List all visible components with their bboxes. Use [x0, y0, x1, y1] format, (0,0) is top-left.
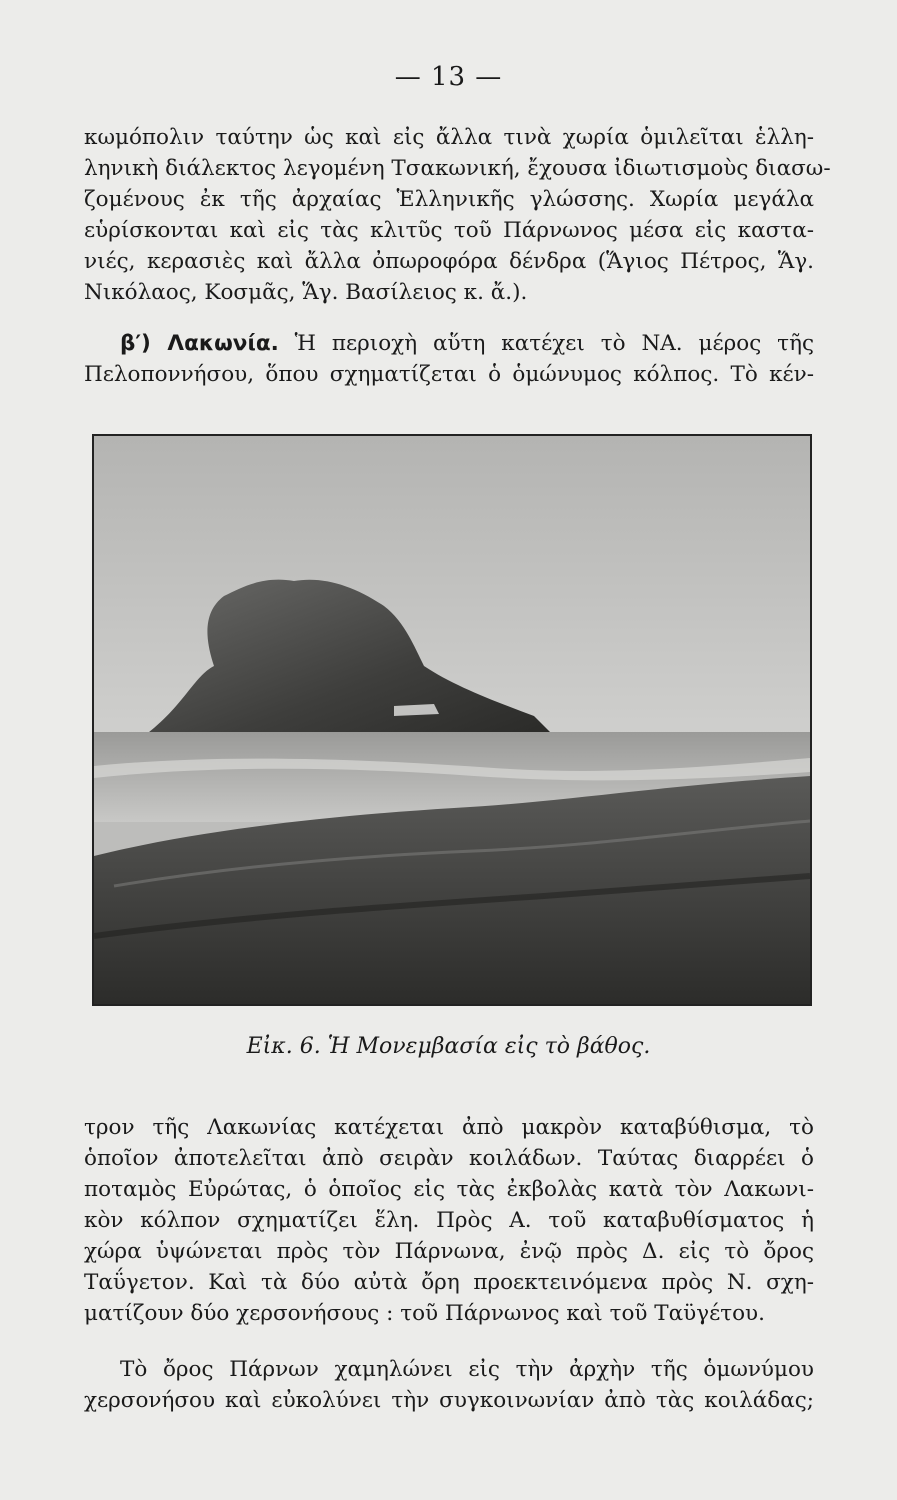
text-line: νιές, κερασιὲς καὶ ἄλλα ὀπωροφόρα δένδρα (Ἅγιος Πέτρος, Ἅγ.	[84, 249, 814, 274]
monemvasia-photo	[92, 434, 812, 1006]
text-line: κὸν κόλπον σχηματίζει ἕλη. Πρὸς Α. τοῦ καταβυθίσματος ἡ	[84, 1208, 814, 1233]
figure-caption: Εἰκ. 6. Ἡ Μονεμβασία εἰς τὸ βάθος.	[246, 1034, 651, 1059]
text-line: χερσονήσου καὶ εὐκολύνει τὴν συγκοινωνίαν ἀπὸ τὰς κοιλάδας;	[84, 1388, 814, 1413]
text-line: Ἡ περιοχὴ αὕτη κατέχει τὸ ΝΑ. μέρος τῆς	[294, 331, 814, 356]
bottom-paragraph	[84, 1112, 814, 1329]
landscape-illustration	[94, 436, 810, 1004]
text-line: ζομένους ἐκ τῆς ἀρχαίας Ἑλληνικῆς γλώσσης. Χωρία μεγάλα	[84, 187, 814, 212]
text-line: ληνικὴ διάλεκτος λεγομένη Τσακωνική, ἔχουσα ἰδιωτισμοὺς διασω-	[84, 156, 831, 181]
text-line: εὑρίσκονται καὶ εἰς τὰς κλιτῦς τοῦ Πάρνωνος μέσα εἰς καστα-	[84, 218, 814, 243]
section-laconia	[84, 328, 814, 390]
page-number: — 13 —	[394, 62, 503, 92]
text-line: ματίζουν δύο χερσονήσους : τοῦ Πάρνωνος καὶ τοῦ Ταϋγέτου.	[84, 1301, 765, 1326]
text-line: χώρα ὑψώνεται πρὸς τὸν Πάρνωνα, ἐνῷ πρὸς Δ. εἰς τὸ ὄρος	[84, 1239, 814, 1264]
village	[394, 704, 439, 716]
text-line: Τὸ ὄρος Πάρνων χαμηλώνει εἰς τὴν ἀρχὴν τῆς ὁμωνύμου	[120, 1357, 814, 1382]
text-line: ὁποῖον ἀποτελεῖται ἀπὸ σειρὰν κοιλάδων. Ταύτας διαρρέει ὁ	[84, 1146, 814, 1171]
section-first-line	[84, 328, 814, 359]
text-line: κωμόπολιν ταύτην ὡς καὶ εἰς ἄλλα τινὰ χωρία ὁμιλεῖται ἑλλη-	[84, 125, 814, 150]
text-line: Ταΰγετον. Καὶ τὰ δύο αὐτὰ ὄρη προεκτεινόμενα πρὸς Ν. σχη-	[84, 1270, 814, 1295]
section-heading: β′) Λακωνία.	[120, 331, 279, 356]
last-paragraph	[84, 1354, 814, 1416]
text-line: Νικόλαος, Κοσμᾶς, Ἅγ. Βασίλειος κ. ἄ.).	[84, 280, 528, 305]
text-line: Πελοποννήσου, ὅπου σχηματίζεται ὁ ὁμώνυμος κόλπος. Τὸ κέν-	[84, 362, 814, 387]
top-paragraph	[84, 122, 831, 308]
text-line: ποταμὸς Εὐρώτας, ὁ ὁποῖος εἰς τὰς ἐκβολὰς κατὰ τὸν Λακωνι-	[84, 1177, 814, 1202]
text-line: τρον τῆς Λακωνίας κατέχεται ἀπὸ μακρὸν καταβύθισμα, τὸ	[84, 1115, 814, 1140]
